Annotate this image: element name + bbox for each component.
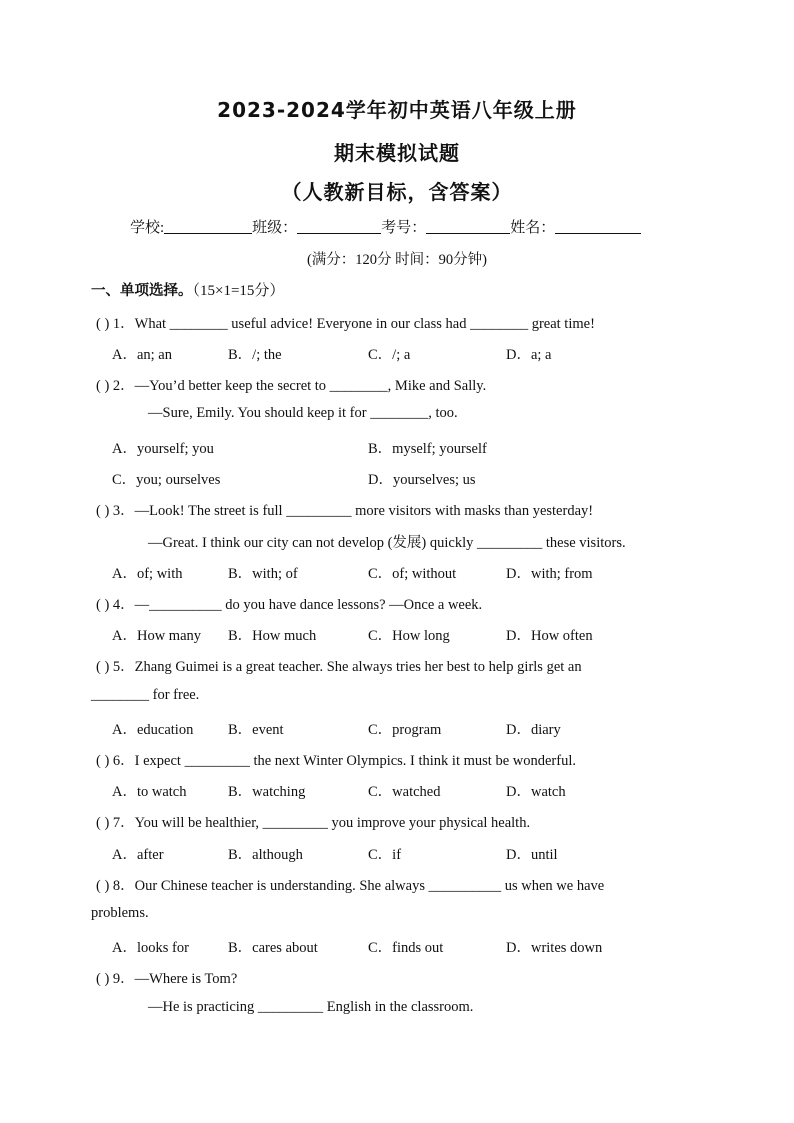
class-blank[interactable] [297, 219, 381, 234]
option-b: B．watching [228, 784, 306, 800]
option-d: D．watch [506, 784, 566, 800]
option-d: D．diary [506, 722, 561, 738]
school-label: 学校: [130, 220, 165, 236]
question-8-line-1: ( ) 8．Our Chinese teacher is understanding. She always __________ us when we have [96, 878, 605, 894]
question-2-line-1: ( ) 2．—You’d better keep the secret to ________, Mike and Sally. [96, 378, 487, 394]
exam-no-blank[interactable] [426, 219, 510, 234]
option-b: B．How much [228, 628, 317, 644]
option-c: C．/; a [368, 347, 411, 363]
option-a: A．of; with [112, 566, 183, 582]
question-8-line-2: problems. [91, 905, 149, 921]
section-title: 一、单项选择。 [91, 283, 193, 299]
option-c: C．if [368, 847, 402, 863]
section-heading [91, 279, 284, 300]
question-4-line-1: ( ) 4．—__________ do you have dance lessons? —Once a week. [96, 597, 483, 613]
question-7-line-1: ( ) 7．You will be healthier, _________ you improve your physical health. [96, 815, 531, 831]
name-label: 姓名： [510, 220, 556, 236]
question-2-line-2: —Sure, Emily. You should keep it for ________, too. [148, 405, 458, 421]
section-points: （15×1=15分） [192, 283, 285, 299]
option-a: A．to watch [112, 784, 187, 800]
school-blank[interactable] [164, 219, 252, 234]
exam-edition: （人教新目标，含答案） [281, 180, 513, 204]
option-a: A．yourself; you [112, 441, 214, 457]
question-3-line-1: ( ) 3．—Look! The street is full _________ more visitors with masks than yesterday! [96, 503, 594, 519]
question-6-line-1: ( ) 6．I expect _________ the next Winter Olympics. I think it must be wonderful. [96, 753, 576, 769]
option-c: C．finds out [368, 940, 444, 956]
option-b: B．cares about [228, 940, 318, 956]
option-d: D．until [506, 847, 558, 863]
option-a: A．looks for [112, 940, 189, 956]
option-b: B．event [228, 722, 284, 738]
option-c: C．watched [368, 784, 441, 800]
question-3-line-2: —Great. I think our city can not develop (发展) quickly _________ these visitors. [148, 535, 626, 551]
option-a: A．How many [112, 628, 202, 644]
option-d: D．a; a [506, 347, 552, 363]
question-5-line-2: ________ for free. [91, 687, 200, 703]
option-c: C．How long [368, 628, 450, 644]
option-c: C．program [368, 722, 442, 738]
exam-title: 2023-2024学年初中英语八年级上册 [217, 98, 577, 122]
option-c: C．you; ourselves [112, 472, 221, 488]
student-info-row [130, 216, 641, 237]
option-d: D．writes down [506, 940, 603, 956]
option-b: B．myself; yourself [368, 441, 487, 457]
question-5-line-1: ( ) 5．Zhang Guimei is a great teacher. She always tries her best to help girls get an [96, 659, 582, 675]
question-9-line-1: ( ) 9．—Where is Tom? [96, 971, 238, 987]
score-time-info: (满分：120分 时间：90分钟) [306, 252, 488, 268]
option-d: D．How often [506, 628, 593, 644]
option-d: D．with; from [506, 566, 593, 582]
question-9-line-2: —He is practicing _________ English in the classroom. [148, 999, 474, 1015]
option-c: C．of; without [368, 566, 457, 582]
exam-subtitle: 期末模拟试题 [334, 141, 460, 165]
option-a: A．an; an [112, 347, 172, 363]
option-b: B．/; the [228, 347, 282, 363]
question-1-line-1: ( ) 1．What ________ useful advice! Everyone in our class had ________ great time! [96, 316, 595, 332]
option-a: A．after [112, 847, 164, 863]
option-a: A．education [112, 722, 194, 738]
option-d: D．yourselves; us [368, 472, 476, 488]
option-b: B．with; of [228, 566, 298, 582]
exam-no-label: 考号： [381, 220, 427, 236]
name-blank[interactable] [555, 219, 641, 234]
class-label: 班级： [252, 220, 298, 236]
option-b: B．although [228, 847, 303, 863]
